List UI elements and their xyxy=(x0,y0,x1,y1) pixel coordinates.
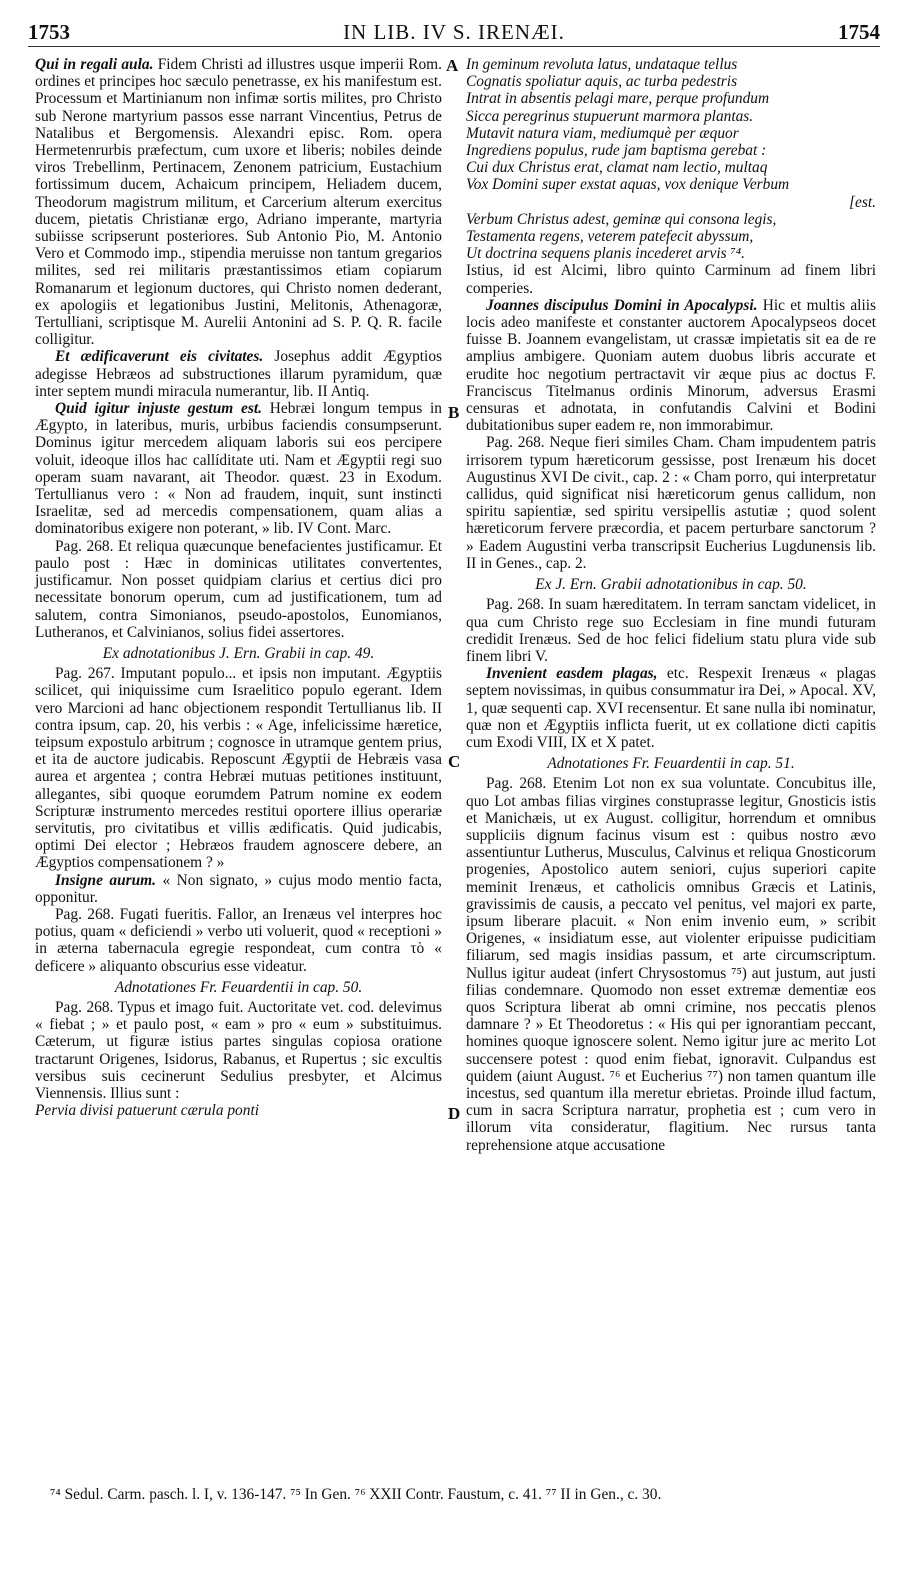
paragraph-text: Pag. 268. In suam hæreditatem. In terram sanctam videlicet, in qua cum Christo rege suo Ecclesiam in fine mundi futuram credidit Irenæus. Sed de hoc felici fidelium statu plura vide sub finem libri V. xyxy=(466,596,876,665)
verse-line: Intrat in absentis pelagi mare, perque profundum xyxy=(466,90,770,108)
page-number-left: 1753 xyxy=(28,20,70,44)
lemma: Invenient easdem plagas, xyxy=(486,665,658,683)
paragraph xyxy=(35,348,442,400)
verse-line: Cui dux Christus erat, clamat nam lectio, multaq xyxy=(466,159,768,177)
lemma: Insigne aurum. xyxy=(55,871,156,889)
margin-letter-c: C xyxy=(448,752,461,771)
paragraph-text: Pag. 267. Imputant populo... et ipsis non imputant. Ægyptiis scilicet, qui iniquissime cum Israelitico populo egerant. Idem vero Marcioni ad hanc objectionem respondit Tertullianus lib. II contra ipsum, cap. 20, his verbis : « Age, infelicissime hæretice, teipsum expostulo arbitrum ; cognosce in utramque gentem prius, et ita de auctore judicabis. Reposcunt Ægyptii de Hebræis vasa aurea et argentea ; contra Hebræi mutuas petitiones instituunt, allegantes, sibi quoque eorumdem Patrum nomine ex eodem Scripturæ instrumento mercedes restitui oportere illius operariæ servitutis, pro civitatibus et villis ædificatis. Quid judicabis, optimi Dei elector ; Hebræos fraudem agnoscere debere, an Ægyptios compensationem ? » xyxy=(35,665,442,872)
verse-line: In geminum revoluta latus, undataque tellus xyxy=(466,56,738,73)
paragraph-text: Pag. 268. Neque fieri similes Cham. Cham impudentem patris irrisorem typum hæreticorum gessisse, post Irenæum his docet Augustinus XVI De civit., cap. 2 : « Cham porro, qui interpretatur callidus, quid significat nisi hæreticorum genus callidum, non spiritu sapientiæ, sed spiritu versipellis astutiæ ; quod solent hæreticorum fervere præcordia, et pacem perturbare sanctorum ? » Eadem Augustini verba transcripsit Eucherius Lugdunensis lib. II in Genes., cap. 2. xyxy=(466,434,876,572)
header-rule xyxy=(28,46,880,47)
lemma: Joannes discipulus Domini in Apocalypsi. xyxy=(486,296,758,314)
paragraph-text: Josephus addit Ægyptios adegisse Hebræos ad substructiones illarum pyramidum, quæ inter septem mundi miracula numerantur, lib. II Antiq. xyxy=(35,348,442,400)
verse-line: [est. xyxy=(849,193,876,211)
paragraph xyxy=(35,538,442,641)
paragraph xyxy=(466,297,876,435)
section-heading: Adnotationes Fr. Feuardentii in cap. 51. xyxy=(547,755,795,773)
page-number-right: 1754 xyxy=(838,20,880,44)
verse-line: Verbum Christus adest, geminæ qui consona legis, xyxy=(466,210,777,228)
paragraph xyxy=(35,400,442,538)
left-column xyxy=(35,56,442,1119)
paragraph-text: Pag. 268. Fugati fueritis. Fallor, an Irenæus vel interpres hoc potius, quam « deficiendi » verbo uti voluerit, quod « receptioni » in æterna tabernacula egregie respondeat, cum contra τὸ « deficere » aliquanto obscurius esse videatur. xyxy=(35,905,442,975)
paragraph xyxy=(35,872,442,906)
verse-line: Testamenta regens, veterem patefecit abyssum, xyxy=(466,228,754,246)
paragraph-text: Fidem Christi ad illustres usque imperii Rom. ordines et principes hoc sæculo penetrasse, ex his manifestum est. Processum et Martinianum non infimæ sortis milites, pro Christo sub Nerone martyrium passos esse narrant Vincentius, Petrus de Natalibus et Bergomensis. Alexandri episc. Rom. opera Hermetenrurbis præfectum, cum uxore et liberis; nobiles deinde viros Trebellinm, Pertinacem, Zenonem patricium, Eustachium fortissimum ducem, Achaicum principem, Heliadem ducem, Theodorum magistrum militum, et Carcerium alterum exercitus ducem, pietatis Christianæ ergo, Adriano imperante, martyria subiisse scripserunt posteriores. Sub Antonio Pio, M. Antonio Vero et Commodo imp., stipendia meruisse non tantum gregarios milites, sed rei militaris præstantissimos etiam copiarum Romanarum et legionum ductores, qui Christo nomen dederant, ex apologiis et legationibus Justini, Melitonis, Athenagoræ, Tertulliani, scriptisque M. Aurelii Antonini ad S. P. Q. R. facile colligitur. xyxy=(35,56,442,349)
verse-line: Mutavit natura viam, mediumquè per æquor xyxy=(466,124,739,142)
verse-line: Pervia divisi patuerunt cærula ponti xyxy=(35,1102,259,1120)
verse-line: Sicca peregrinus stupuerunt marmora plantas. xyxy=(466,107,754,125)
section-heading: Ex adnotationibus J. Ern. Grabii in cap. 49. xyxy=(102,644,375,662)
paragraph-text: Hic et multis aliis locis adeo manifeste et constanter auctorem Apocalypseos docet fuisse B. Joannem evangelistam, ut crassæ impietatis sit ea de re amplius ambigere. Quoniam autem duobus libris accurate et erudite hoc negotium pertractavit vir æque pius ac doctus F. Franciscus Titelmanus ordinis Minorum, adversus Erasmi censuras et adnotata, in confutandis Calvini et Bodini dubitationibus super eadem re, non immorabimur. xyxy=(466,296,876,435)
footnotes: ⁷⁴ Sedul. Carm. pasch. l. I, v. 136-147. ⁷⁵ In Gen. ⁷⁶ XXII Contr. Faustum, c. 41. ⁷⁷ II in Gen., c. 30. xyxy=(50,1486,662,1503)
margin-letter-b: B xyxy=(448,403,460,422)
lemma: Qui in regali aula. xyxy=(35,56,154,73)
paragraph-text: Pag. 268. Typus et imago fuit. Auctoritate vet. cod. delevimus « fiebat ; » et paulo post, « eam » pro « eum » substituimus. Cæterum, ut figuræ istius partes singulas copiosa oratione tractarunt Origenes, Isidorus, Rabanus, et Rupertus ; sic excultis versibus suis cecinerunt Sedulius presbyter, et Alcimus Viennensis. Illius sunt : xyxy=(35,998,442,1102)
lemma: Et ædificaverunt eis civitates. xyxy=(55,348,264,366)
running-header xyxy=(28,14,880,44)
paragraph-text: Pag. 268. Et reliqua quæcunque benefacientes justificamur. Et paulo post : Hæc in dominicas utilitates convertentes, justificamur. Non posset quidpiam clarius et certius dici pro necessitate bonorum operum, cum ad justificationem, tum ad salutem, contra Simonianos, pseudo-apostolos, Eunomianos, Lutheranos, et Calvinianos, solius fidei assertores. xyxy=(35,537,442,641)
verse-line: Cognatis spoliatur aquis, ac turba pedestris xyxy=(466,73,738,91)
verse-line: Ut doctrina sequens planis incederet arvis ⁷⁴. xyxy=(466,245,745,263)
margin-letter-a: A xyxy=(446,56,459,75)
paragraph xyxy=(466,596,876,665)
verse-line: Ingrediens populus, rude jam baptisma gerebat : xyxy=(466,142,767,160)
paragraph xyxy=(466,665,876,751)
running-title: IN LIB. IV S. IRENÆI. xyxy=(343,20,565,44)
paragraph-text: Istius, id est Alcimi, libro quinto Carminum ad finem libri comperies. xyxy=(466,262,876,297)
verse-line: Vox Domini super exstat aquas, vox denique Verbum xyxy=(466,176,790,194)
paragraph-text: « Non signato, » cujus modo mentio facta, opponitur. xyxy=(35,871,443,906)
lemma: Quid igitur injuste gestum est. xyxy=(55,400,262,418)
paragraph-text: Pag. 268. Etenim Lot non ex sua voluntate. Concubitus ille, quo Lot ambas filias virgines constuprasse legitur, Gnosticis istis et Manichæis, ut ex August. colligitur, horrendum et omnibus suppliciis dignum facinus visum est : quibus nostro ævo assentiuntur Lutherus, Musculus, Calvinus et reliqua Gnosticorum progenies, Apostolico autem seniori, cujus superiori capite meminit Irenæus, et catholicis omnibus Græcis et Latinis, gravissimis de causis, a peccato vel penitus, vel majori ex parte, ipsum liberare placuit. « Non enim invenio eum, » scribit Origenes, « insidiatum esse, aut violenter eripuisse pudicitiam filiarum, sed magis insidias passum, et arte circumscriptum. Nullus igitur audeat (infert Chrysostomus ⁷⁵) aut justum, aut justi filias condemnare. Quomodo non esset extremæ dementiæ eos quos Scriptura liberat ab omni crimine, nos peccatis plenos damnare ? » Et Theodoretus : « His qui per ignorantiam peccant, homines quoque ignoscere solent. Nemo igitur jure ac merito Lot succensere potest : quod enim fiebat, ignoravit. Culpandus est quidem (aiunt August. ⁷⁶ et Eucherius ⁷⁷) non tamen quantum ille incestus, sed quantum illa meretur ebrietas. Proinde illud factum, cum in sacra Scriptura narratur, prophetia est ; cum vero in illorum vita consideratur, flagitium. Nec rursus tanta reprehensione atque accusatione xyxy=(466,775,876,1154)
section-heading: Adnotationes Fr. Feuardentii in cap. 50. xyxy=(114,978,363,996)
section-heading: Ex J. Ern. Grabii adnotationibus in cap. 50. xyxy=(535,576,807,594)
margin-letter-d: D xyxy=(448,1104,461,1123)
paragraph xyxy=(466,775,876,1153)
paragraph xyxy=(35,999,442,1102)
paragraph-text: etc. Respexit Irenæus « plagas septem novissimas, in quibus consummatur ira Dei, » Apocal. XV, 1, quæ sequenti cap. XVI recensentur. Et sane nulla ibi nominatur, quæ non et Ægyptiis inflicta fuerit, ut ex collatione dicti capitis cum Exodi VIII, IX et X patet. xyxy=(466,665,876,751)
paragraph-text: Hebræi longum tempus in Ægypto, in lateribus, muris, urbibus faciendis consumpserunt. Dominus igitur mercedem aliquam laboris sui eos percipere voluit, ideoque illos hac callíditate uti. Nam et Ægyptii regi suo operam suam navarant, ait Theodor. quæst. 23 in Exodum. Tertullianus vero : « Non ad fraudem, inquit, sunt instincti Israelitæ, sed ad mercedis compensationem, quam alias a dominatoribus exigere non poterant, » lib. IV Cont. Marc. xyxy=(35,400,442,538)
paragraph xyxy=(35,665,442,871)
paragraph xyxy=(466,434,876,572)
right-column xyxy=(466,56,876,1154)
paragraph xyxy=(466,262,876,296)
paragraph xyxy=(35,56,442,348)
paragraph xyxy=(35,906,442,975)
